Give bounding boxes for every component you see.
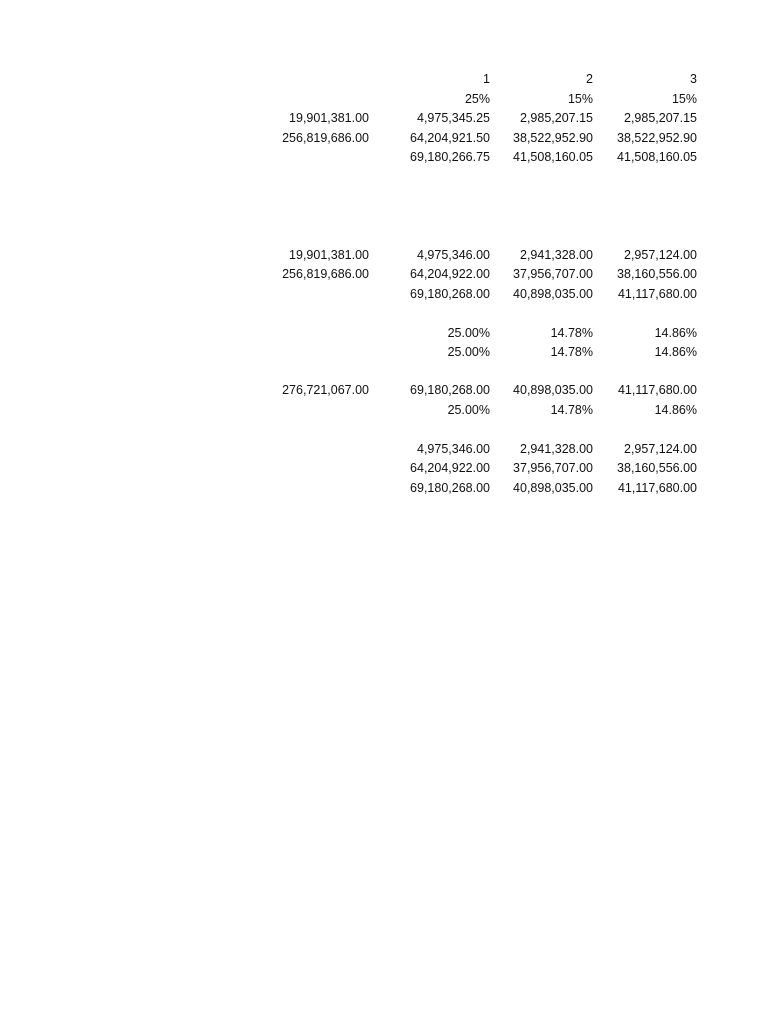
cell: 40,898,035.00 xyxy=(513,286,593,301)
cell: 2 xyxy=(586,72,593,86)
cell: 14.78% xyxy=(550,402,593,417)
cell: 14.86% xyxy=(654,345,697,359)
cell: 69,180,268.00 xyxy=(410,383,490,397)
cell: 38,160,556.00 xyxy=(617,461,697,475)
cell: 64,204,922.00 xyxy=(410,267,490,281)
cell: 64,204,922.00 xyxy=(410,461,490,475)
cell: 25.00% xyxy=(447,325,490,340)
cell: 256,819,686.00 xyxy=(282,130,369,145)
cell: 37,956,707.00 xyxy=(513,267,593,281)
cell xyxy=(240,401,369,419)
cell: 41,508,160.05 xyxy=(617,150,697,164)
cell: 14.78% xyxy=(550,345,593,359)
table-row xyxy=(0,459,768,477)
cell: 14.78% xyxy=(550,325,593,340)
cell: 64,204,921.50 xyxy=(410,130,490,145)
table-row xyxy=(0,324,768,342)
cell: 2,985,207.15 xyxy=(624,111,697,125)
cell: 69,180,268.00 xyxy=(410,286,490,301)
cell: 69,180,266.75 xyxy=(410,150,490,164)
table-row xyxy=(0,129,768,147)
cell xyxy=(240,440,369,458)
cell: 2,957,124.00 xyxy=(624,247,697,262)
table-row xyxy=(0,479,768,497)
cell: 40,898,035.00 xyxy=(513,480,593,495)
cell: 19,901,381.00 xyxy=(289,247,369,262)
cell: 37,956,707.00 xyxy=(513,461,593,475)
cell: 256,819,686.00 xyxy=(282,267,369,281)
cell: 25% xyxy=(464,91,490,106)
cell xyxy=(240,324,369,342)
cell: 1 xyxy=(483,72,490,86)
table-row xyxy=(0,148,768,166)
cell: 14.86% xyxy=(654,402,697,417)
cell: 38,522,952.90 xyxy=(513,130,593,145)
cell xyxy=(240,70,369,88)
cell: 2,985,207.15 xyxy=(520,111,593,125)
cell xyxy=(240,479,369,497)
cell: 276,721,067.00 xyxy=(282,383,369,397)
cell xyxy=(240,148,369,166)
cell xyxy=(240,343,369,361)
cell: 2,941,328.00 xyxy=(520,441,593,456)
cell: 4,975,346.00 xyxy=(417,247,490,262)
table-row xyxy=(0,246,768,264)
cell: 2,941,328.00 xyxy=(520,247,593,262)
table-row xyxy=(0,401,768,419)
cell: 40,898,035.00 xyxy=(513,383,593,397)
cell xyxy=(240,459,369,477)
table-row xyxy=(0,109,768,127)
cell: 38,522,952.90 xyxy=(617,130,697,145)
table-row xyxy=(0,90,768,108)
cell: 4,975,345.25 xyxy=(417,111,490,125)
cell: 41,117,680.00 xyxy=(617,383,697,397)
cell: 38,160,556.00 xyxy=(617,267,697,281)
cell: 14.86% xyxy=(654,325,697,340)
cell: 19,901,381.00 xyxy=(289,111,369,125)
table-row xyxy=(0,70,768,88)
cell: 41,508,160.05 xyxy=(513,150,593,164)
cell: 3 xyxy=(690,72,697,86)
table-row xyxy=(0,343,768,361)
table-row xyxy=(0,265,768,283)
cell: 4,975,346.00 xyxy=(417,441,490,456)
cell: 69,180,268.00 xyxy=(410,480,490,495)
cell xyxy=(240,90,369,108)
cell: 15% xyxy=(567,91,593,106)
table-row xyxy=(0,285,768,303)
cell xyxy=(240,285,369,303)
cell: 25.00% xyxy=(447,402,490,417)
cell: 25.00% xyxy=(447,345,490,359)
cell: 41,117,680.00 xyxy=(617,286,697,301)
table-row xyxy=(0,381,768,399)
cell: 41,117,680.00 xyxy=(617,480,697,495)
cell: 15% xyxy=(671,91,697,106)
table-row xyxy=(0,440,768,458)
cell: 2,957,124.00 xyxy=(624,441,697,456)
